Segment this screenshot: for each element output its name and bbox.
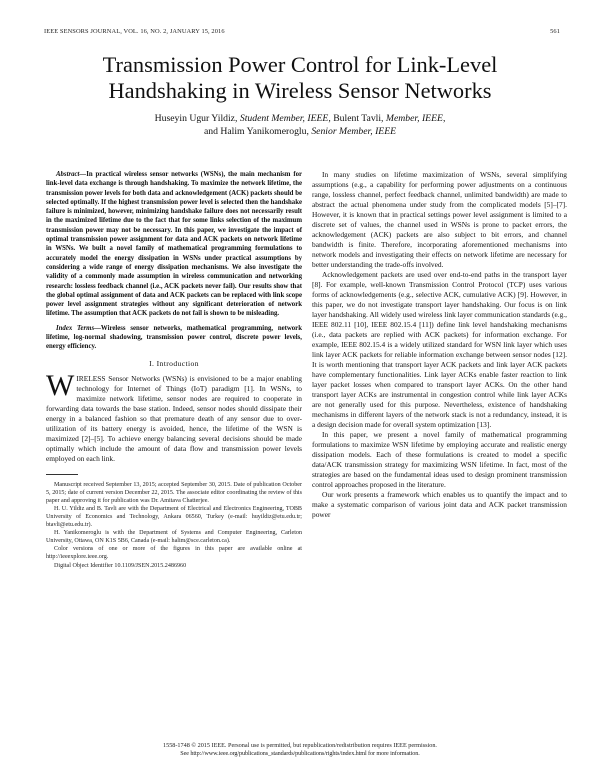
running-header: [44, 28, 560, 35]
abstract: [46, 170, 302, 319]
body-paragraph-2: Acknowledgement packets are used over end-to-end paths in the transport layer [8]. For example, well-known Transmission Control Protocol (TCP) uses various forms of acknowledgements (e.g., selective ACK, cumulative ACK) [9]. However, in this paper, we do not investigate transport layer handshaking. Our focus is on link layer handshaking. All widely used wireless link layer communication standards (e.g., IEEE 802.11 [10], IEEE 802.15.4 [11]) define link level handshaking mechanisms (i.e., data packets are replied with ACK packets) for information exchange. For example, IEEE 802.15.4 is a widely utilized standard for WSN link layer which uses link layer ACK packets for reliable information exchange between sensor nodes [12]. It is worth mentioning that transport layer ACK packets and link layer ACK packets have complementary functionalities. Link layer ACKs enable faster reaction to link layer packet losses when compared to transport layer ACKs. On the other hand transport layer ACKs are instrumental in congestion control while link layer ACKs are not generally used for this purpose. Nevertheless, existence of handshaking mechanisms in different layers of the network stack is not a redundancy, instead, it is a design decision made for overall system optimization [13].: [312, 270, 567, 429]
footnote-divider: [46, 474, 78, 475]
footer-line-2: See http://www.ieee.org/publications_standards/publications/rights/index.html for more information.: [180, 750, 420, 758]
author-list: [40, 112, 560, 138]
right-column: [312, 170, 567, 520]
abstract-text: In practical wireless sensor networks (WSNs), the main mechanism for link-level data exchange is through handshaking. To maximize the network lifetime, the transmission power levels for both data and acknowledgement (ACK) packets should be selected optimally. If the highest transmission power level is selected then the handshake failure is minimized, however, minimizing handshake failure does not necessarily result in the maximized lifetime due to the fact that for some links selection of the maximum transmission power may not be necessary. In this paper, we investigate the impact of optimal transmission power assignment for data and ACK packets on network lifetime in WSNs. We built a novel family of mathematical programming formulations to accurately model the energy dissipation in WSNs under practical assumptions by considering a wide range of energy dissipation mechanisms. We also investigate the validity of a commonly made assumption in wireless communication and networking research: lossless feedback channel (i.e., ACK packets never fail). Our results show that the global optimal assignment of data and ACK packets can be replaced with link scope power level assignment strategies without any significant deterioration of network lifetime. The assumption that ACK packets do not fail is shown to be misleading.: [46, 171, 302, 318]
copyright-footer: [40, 742, 560, 759]
intro-paragraph-text: IRELESS Sensor Networks (WSNs) is envisioned to be a major enabling technology for Internet of Things (IoT) paradigm [1]. In WSNs, to maximize network lifetime, sensor nodes are required to cooperate in forwarding data towards the base station. Indeed, sensor nodes should dissipate their energy in a balanced fashion so that premature death of any sensor due to over-utilization of its battery energy is avoided, hence, the lifetime of the WSN is maximized [2]–[5]. To achieve energy balancing several decisions should be made optimally which include the amount of data flow and transmission power levels employed on each link.: [46, 373, 302, 463]
index-terms: [46, 324, 302, 352]
body-paragraph-4: Our work presents a framework which enables us to quantify the impact and to make a systematic comparison of various joint data and ACK packet transmission power: [312, 490, 567, 519]
footnote-affiliation-1: H. U. Yildiz and B. Tavli are with the Department of Electrical and Electronics Engineering, TOBB University of Economics and Technology, Ankara 06560, Turkey (e-mail: huyildiz@etu.edu.tr; btavli@etu.edu.tr).: [46, 505, 302, 529]
index-terms-label: Index Terms—: [56, 324, 101, 332]
body-paragraph-3: In this paper, we present a novel family of mathematical programming formulations to maximize WSN lifetime by employing accurate and realistic energy dissipation models. Each of these formulations is created to model a specific data/ACK transmission strategy for maximizing WSN lifetime. In fact, most of the strategies are based on the fundamental ideas used to design prominent transmission control approaches proposed in the literature.: [312, 430, 567, 489]
paper-title: [40, 52, 560, 104]
title-line-1: Transmission Power Control for Link-Level: [102, 52, 498, 77]
journal-line: IEEE SENSORS JOURNAL, VOL. 16, NO. 2, JANUARY 15, 2016: [44, 28, 225, 35]
drop-cap: W: [46, 368, 75, 402]
authors-line-1: Huseyin Ugur Yildiz, Student Member, IEEE, Bulent Tavli, Member, IEEE,: [154, 113, 446, 124]
index-terms-text: Wireless sensor networks, mathematical programming, network lifetime, log-normal shadowing, transmission power control, discrete power levels, energy efficiency.: [46, 324, 302, 351]
title-line-2: Handshaking in Wireless Sensor Networks: [108, 78, 492, 103]
page-number: 561: [550, 28, 560, 35]
footnote-manuscript: Manuscript received September 13, 2015; accepted September 30, 2015. Date of publication October 5, 2015; date of current version December 22, 2015. The associate editor coordinating the review of this paper and approving it for publication was Dr. Amitava Chatterjee.: [46, 481, 302, 504]
section-heading-introduction: I. Introduction: [149, 358, 199, 368]
footnote-color-versions: Color versions of one or more of the figures in this paper are available online at http://ieeexplore.ieee.org.: [46, 546, 302, 561]
authors-line-2: and Halim Yanikomeroglu, Senior Member, IEEE: [203, 126, 397, 137]
footnote-affiliation-2: H. Yanikomeroglu is with the Department of Systems and Computer Engineering, Carleton University, Ottawa, ON K1S 5B6, Canada (e-mail: halim@sce.carleton.ca).: [46, 530, 302, 545]
footnote-doi: Digital Object Identifier 10.1109/JSEN.2015.2486960: [54, 562, 187, 569]
body-paragraph-1: In many studies on lifetime maximization of WSNs, several simplifying assumptions (e.g., a capability for performing power adjustments on a continuous range, lossless channel, perfect feedback channel, unlimited bandwidth) are made to abstract the actual phenomena under study from the complicated models [5]–[7]. However, it is known that in practical settings power level assignment is limited to a discrete set of values, the channel used in WSNs is prone to packet errors, the acknowledgement (ACK) packets are also subject to bit errors, and channel bandwidth is finite. Therefore, incorporating aforementioned mechanisms into network models and investigating their effects on network lifetime are necessary for better understanding the trade-offs involved.: [312, 170, 567, 269]
abstract-label: Abstract—: [56, 171, 87, 178]
intro-paragraph: [46, 368, 302, 464]
footnotes: [46, 481, 302, 570]
left-column: [46, 170, 302, 570]
footer-line-1: 1558-1748 © 2015 IEEE. Personal use is permitted, but republication/redistribution requires IEEE permission.: [163, 742, 437, 749]
